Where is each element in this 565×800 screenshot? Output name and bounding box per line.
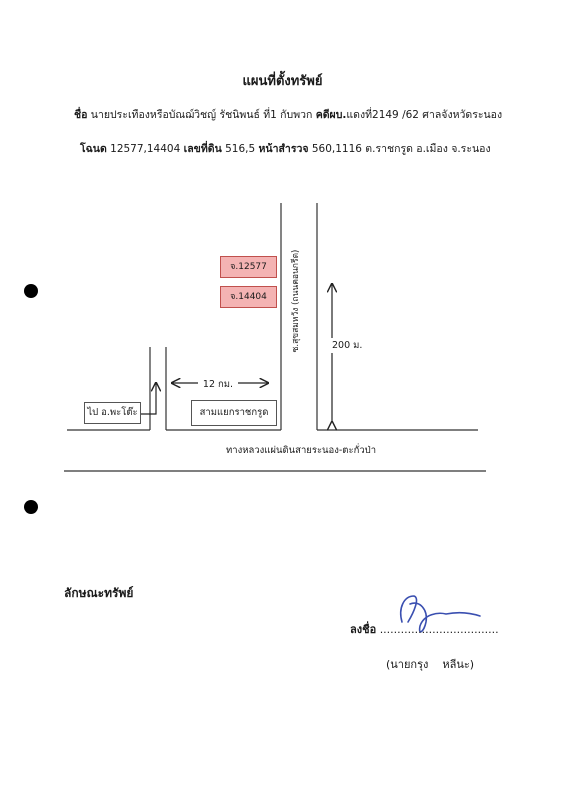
to-phato-box: ไป อ.พะโต๊ะ (84, 402, 141, 424)
case-value: แดงที่2149 /62 ศาลจังหวัดระนอง (346, 109, 503, 121)
name-label: ชื่อ (74, 109, 88, 121)
deed-label: โฉนด (80, 143, 107, 155)
name-value: นายประเทืองหรือบัณฌ์วิชญ์ รัชนิพนธ์ ที่1 กับพวก (90, 109, 313, 121)
plot-12577-box: จ.12577 (220, 256, 277, 278)
land-no-label: เลขที่ดิน (183, 143, 222, 155)
sign-label: ลงชื่อ (350, 623, 377, 636)
property-heading: ลักษณะทรัพย์ (64, 586, 134, 600)
sign-dots: .................................. (379, 623, 499, 636)
signature-line (350, 620, 499, 638)
signer-name: (นายกรุง หลีนะ) (386, 658, 475, 671)
distance-200m-label: 200 ม. (332, 340, 363, 351)
highway-label: ทางหลวงแผ่นดินสายระนอง-ตะกั่วป่า (226, 445, 377, 456)
page-title: แผนที่ตั้งทรัพย์ (242, 74, 323, 89)
land-no-value: 516,5 (225, 143, 256, 155)
soi-road-label: ซ.สุขสมหวัง (ถนนคอนกรีต) (291, 249, 301, 353)
case-label: คดีผบ. (315, 109, 347, 121)
distance-12km-label: 12 กม. (202, 379, 234, 390)
survey-value: 560,1116 ต.ราชกรูด อ.เมือง จ.ระนอง (311, 143, 491, 155)
deed-value: 12577,14404 (110, 143, 181, 155)
junction-box: สามแยกราชกรูด (191, 400, 277, 426)
survey-label: หน้าสำรวจ (258, 143, 309, 155)
plot-14404-box: จ.14404 (220, 286, 277, 308)
